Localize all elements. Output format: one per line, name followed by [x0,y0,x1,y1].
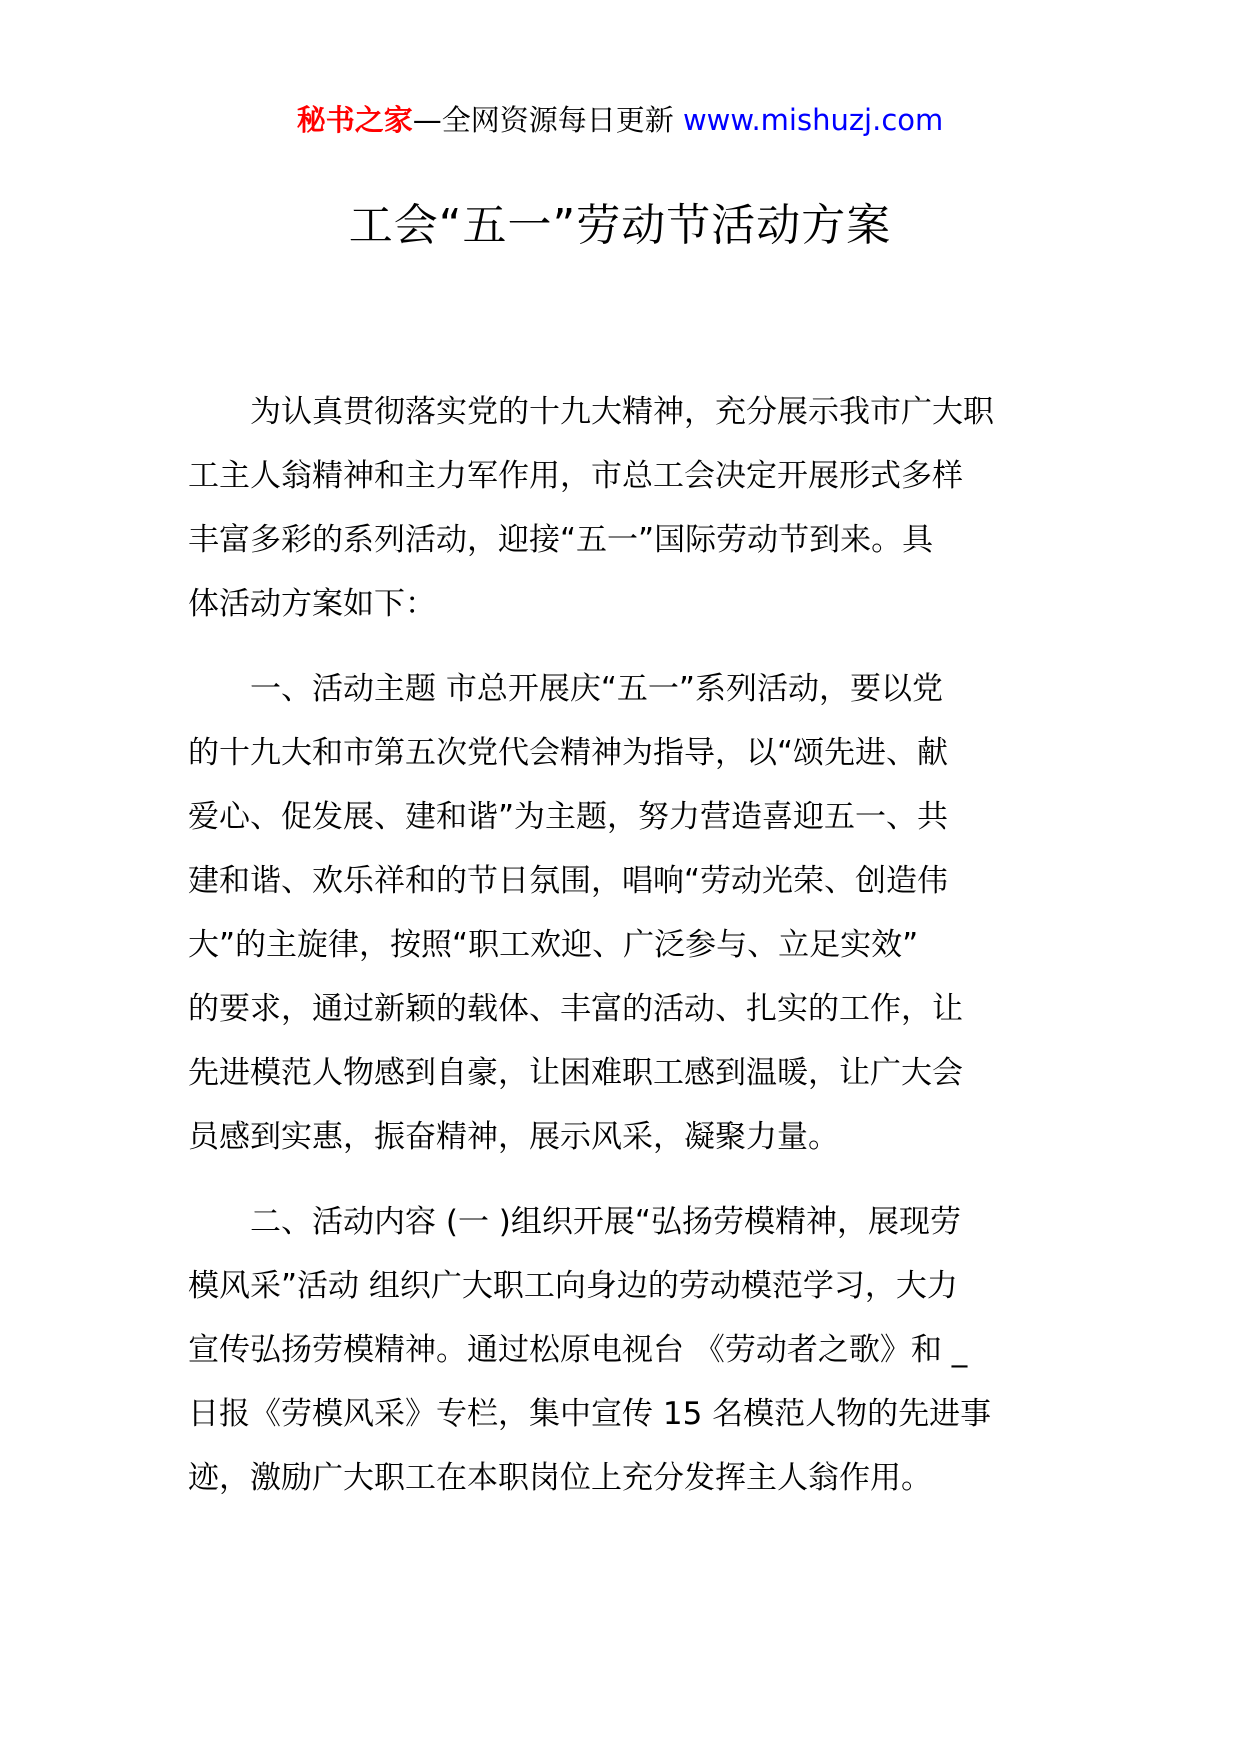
site-slogan: —全网资源每日更新 [412,103,683,137]
paragraph-line: 工主人翁精神和主力军作用，市总工会决定开展形式多样 [188,458,963,494]
paragraph-line: 建和谐、欢乐祥和的节日氛围，唱响“劳动光荣、创造伟 [188,863,949,899]
paragraph-line: 丰富多彩的系列活动，迎接“五一”国际劳动节到来。具 [188,522,934,558]
document-body [188,380,1058,1531]
site-url-link[interactable]: www.mishuzj.com [682,103,944,137]
paragraph-intro [188,380,1058,636]
paragraph-line: 为认真贯彻落实党的十九大精神，充分展示我市广大职 [250,394,994,430]
paragraph-line: 的要求，通过新颖的载体、丰富的活动、扎实的工作，让 [188,991,963,1027]
paragraph-line: 先进模范人物感到自豪，让困难职工感到温暖，让广大会 [188,1055,963,1091]
paragraph-line: 爱心、促发展、建和谐”为主题，努力营造喜迎五一、共 [188,799,949,835]
paragraph-line: 二、活动内容 (一 )组织开展“弘扬劳模精神，展现劳 [250,1204,961,1240]
paragraph-line: 体活动方案如下： [188,586,436,622]
paragraph-line: 宣传弘扬劳模精神。通过松原电视台 《劳动者之歌》和 _ [188,1332,968,1368]
site-brand: 秘书之家 [296,103,413,137]
paragraph-activity-content [188,1190,1058,1510]
paragraph-line: 大”的主旋律，按照“职工欢迎、广泛参与、立足实效” [188,927,919,963]
paragraph-line: 一、活动主题 市总开展庆“五一”系列活动，要以党 [250,671,943,707]
paragraph-line: 员感到实惠，振奋精神，展示风采，凝聚力量。 [188,1119,839,1155]
document-title: 工会“五一”劳动节活动方案 [348,200,892,251]
paragraph-line: 模风采”活动 组织广大职工向身边的劳动模范学习，大力 [188,1268,958,1304]
paragraph-line: 的十九大和市第五次党代会精神为指导，以“颂先进、献 [188,735,949,771]
paragraph-activity-theme [188,657,1058,1169]
paragraph-line: 日报《劳模风采》专栏，集中宣传 15 名模范人物的先进事 [188,1396,992,1432]
site-header [0,100,1240,140]
paragraph-line: 迹，激励广大职工在本职岗位上充分发挥主人翁作用。 [188,1460,932,1496]
